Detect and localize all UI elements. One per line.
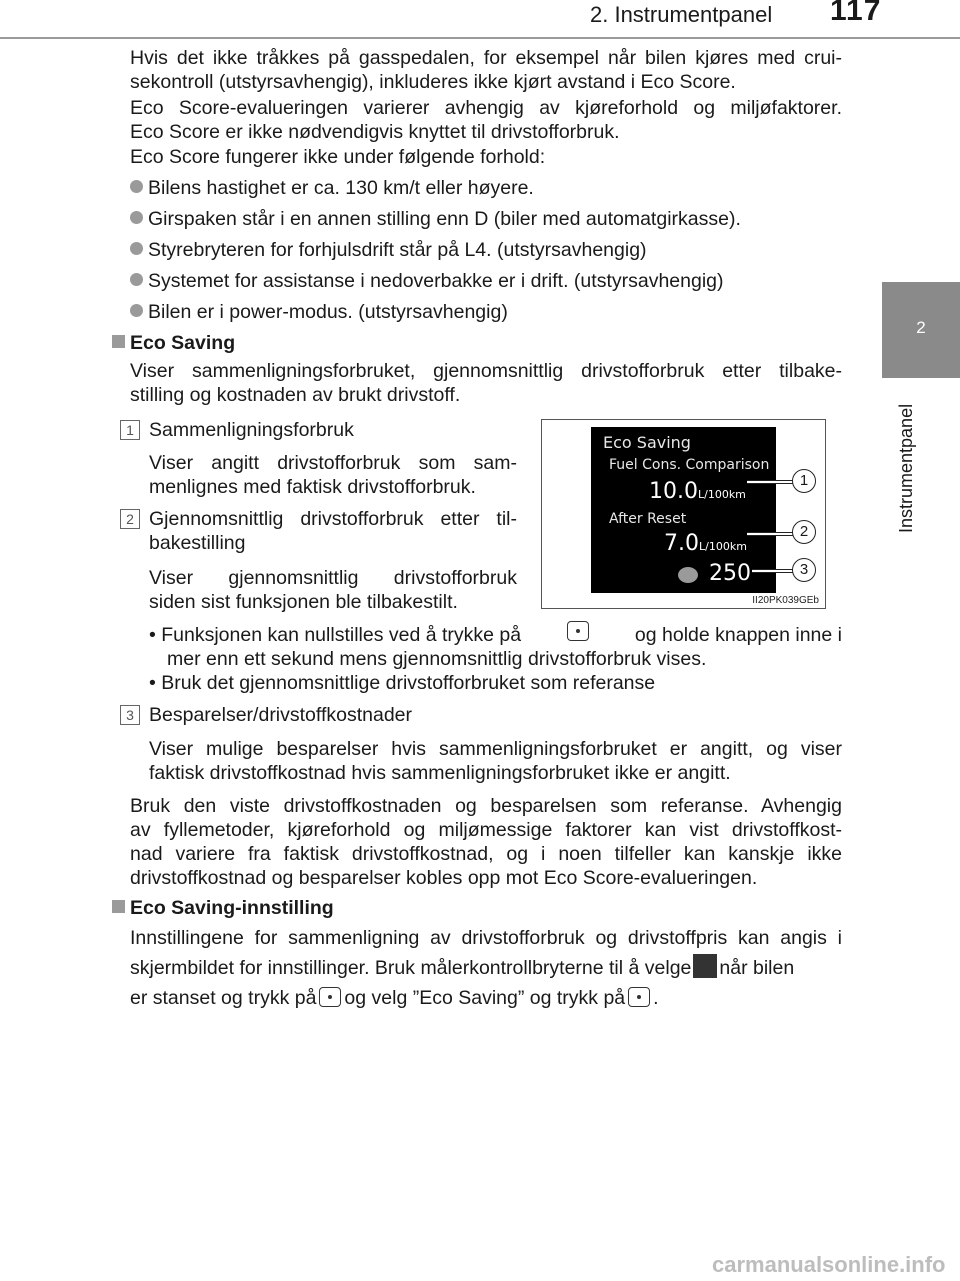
bullet-dot-icon (130, 273, 143, 286)
settings-text: og velg ”Eco Saving” og trykk på (344, 987, 626, 1009)
callout-3: 3 (792, 558, 816, 582)
header-title: 2. Instrumentpanel (590, 2, 773, 27)
settings-text: . (653, 987, 659, 1009)
eco-saving-figure (541, 419, 826, 609)
condition-text: Systemet for assistanse i nedoverbakke er i drift. (utstyrsavhengig) (148, 270, 724, 292)
item-title: Sammenligningsforbruk (149, 419, 354, 441)
settings-line (130, 986, 659, 1010)
intro-line: Eco Score er ikke nødvendigvis knyttet til drivstofforbruk. (130, 121, 620, 143)
square-bullet-icon (112, 900, 125, 913)
condition-item (130, 176, 534, 200)
item-desc: siden sist funksjonen ble tilbakestilt. (149, 591, 458, 613)
sub-bullet: • Bruk det gjennomsnittlige drivstofforbruket som referanse (149, 672, 656, 694)
callout-line (747, 532, 795, 536)
sub-bullet: mer enn ett sekund mens gjennomsnittlig drivstofforbruk vises. (167, 648, 707, 670)
sub-bullet-text: • Funksjonen kan nullstilles ved å trykke på (149, 624, 522, 646)
intro-line: Eco Score-evalueringen varierer avhengig av kjøreforhold og miljøfaktorer. (130, 97, 842, 119)
screen-title: Eco Saving (603, 433, 691, 452)
item-number-badge: 2 (120, 509, 140, 529)
eco-saving-desc: stilling og kostnaden av brukt drivstoff. (130, 384, 461, 406)
eco-saving-desc: Viser sammenligningsforbruket, gjennomsnittlig drivstofforbruk etter tilbake- (130, 360, 842, 382)
value-unit: L/100km (699, 540, 747, 553)
callout-2: 2 (792, 520, 816, 544)
item-desc: Viser mulige besparelser hvis sammenligningsforbruket er angitt, og viser (149, 738, 842, 760)
settings-line (130, 956, 794, 981)
condition-text: Bilen er i power-modus. (utstyrsavhengig) (148, 301, 508, 323)
condition-text: Bilens hastighet er ca. 130 km/t eller høyere. (148, 177, 534, 199)
value-number: 250 (709, 561, 751, 586)
body-line: Bruk den viste drivstoffkostnaden og besparelsen som referanse. Avhengig (130, 795, 842, 817)
chapter-tab (882, 282, 960, 378)
body-line: av fyllemetoder, kjøreforhold og miljømessige faktorer kan vist drivstoffkost- (130, 819, 842, 841)
item-desc: Viser angitt drivstofforbruk som sam- (149, 452, 517, 474)
item-title: Gjennomsnittlig drivstofforbruk etter til- (149, 508, 517, 530)
screen-value (709, 561, 751, 586)
intro-line: Eco Score fungerer ikke under følgende forhold: (130, 146, 546, 168)
bullet-dot-icon (130, 180, 143, 193)
display-screen (591, 427, 776, 593)
value-unit: L/100km (697, 488, 746, 501)
item-desc: faktisk drivstoffkostnad hvis sammenligningsforbruket ikke er angitt. (149, 762, 731, 784)
settings-line: Innstillingene for sammenligning av drivstofforbruk og drivstoffpris kan angis i (130, 927, 842, 949)
callout-line (752, 569, 795, 573)
item-number-badge: 1 (120, 420, 140, 440)
condition-item (130, 207, 741, 231)
condition-item (130, 269, 724, 293)
settings-text: når bilen (719, 957, 795, 979)
bullet-dot-icon (130, 242, 143, 255)
sub-bullet-text: og holde knappen inne i (634, 624, 842, 646)
piggy-bank-icon (678, 567, 698, 583)
header-rule (0, 37, 960, 39)
condition-text: Girspaken står i en annen stilling enn D (biler med automatgirkasse). (148, 208, 741, 230)
item-title: bakestilling (149, 532, 246, 554)
callout-line (747, 480, 795, 484)
figure-code: II20PK039GEb (752, 595, 819, 606)
chapter-label-text: Instrumentpanel (896, 403, 916, 533)
sub-bullet (149, 623, 842, 647)
watermark: carmanualsonline.info (712, 1252, 946, 1277)
screen-label: After Reset (609, 511, 687, 527)
condition-text: Styrebryteren for forhjulsdrift står på L4. (utstyrsavhengig) (148, 239, 647, 261)
screen-label: Fuel Cons. Comparison (609, 457, 770, 473)
intro-line: sekontroll (utstyrsavhengig), inkluderes ikke kjørt avstand i Eco Score. (130, 71, 736, 93)
ok-button-icon (628, 987, 650, 1007)
body-line: drivstoffkostnad og besparelser kobles opp mot Eco Score-evalueringen. (130, 867, 758, 889)
section-heading-settings (112, 896, 334, 920)
gear-icon (693, 954, 717, 978)
screen-value (649, 479, 746, 504)
ok-button-icon (567, 621, 589, 641)
section-heading-text: Eco Saving-innstilling (130, 897, 334, 919)
item-desc: menlignes med faktisk drivstofforbruk. (149, 476, 476, 498)
condition-item (130, 300, 508, 324)
item-number-badge: 3 (120, 705, 140, 725)
section-heading-text: Eco Saving (130, 332, 236, 354)
item-title: Besparelser/drivstoffkostnader (149, 704, 413, 726)
chapter-label (882, 388, 930, 538)
section-heading-eco-saving (112, 331, 235, 355)
callout-1: 1 (792, 469, 816, 493)
bullet-dot-icon (130, 304, 143, 317)
value-number: 10.0 (649, 479, 698, 504)
condition-item (130, 238, 647, 262)
intro-line: Hvis det ikke tråkkes på gasspedalen, for eksempel når bilen kjøres med crui- (130, 47, 842, 69)
chapter-number: 2 (916, 318, 926, 337)
page-number: 117 (830, 0, 882, 27)
body-line: nad variere fra faktisk drivstoffkostnad, og i noen tilfeller kan kanskje ikke (130, 843, 842, 865)
settings-text: skjermbildet for innstillinger. Bruk målerkontrollbryterne til å velge (130, 957, 692, 979)
ok-button-icon (319, 987, 341, 1007)
square-bullet-icon (112, 335, 125, 348)
value-number: 7.0 (664, 531, 699, 556)
item-desc: Viser gjennomsnittlig drivstofforbruk (149, 567, 517, 589)
screen-value (664, 531, 747, 556)
bullet-dot-icon (130, 211, 143, 224)
settings-text: er stanset og trykk på (130, 987, 317, 1009)
